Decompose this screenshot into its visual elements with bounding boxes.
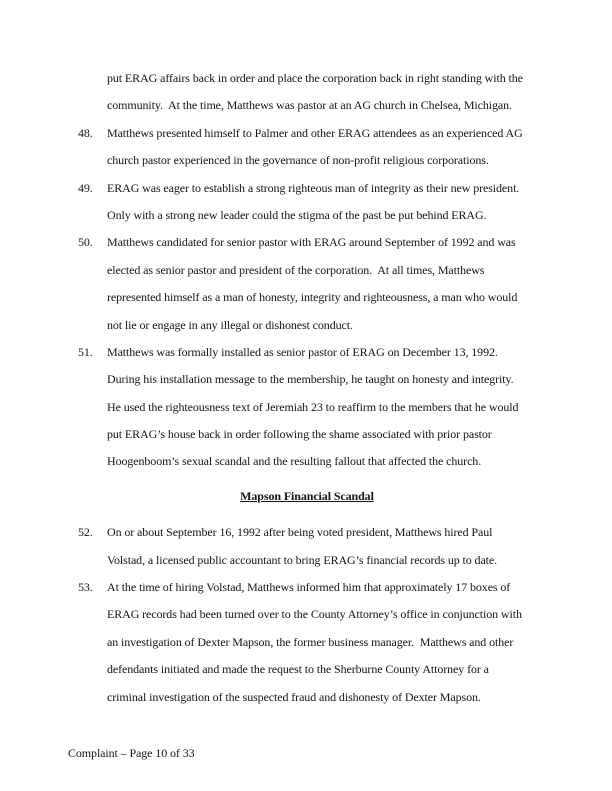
text-line: defendants initiated and made the request to the Sherburne County Attorney for a bbox=[107, 662, 489, 677]
page-footer: Complaint – Page 10 of 33 bbox=[68, 746, 195, 760]
text-line: During his installation message to the membership, he taught on honesty and integrity. bbox=[107, 372, 514, 387]
text-line bbox=[78, 519, 536, 546]
text-line-content: Matthews was formally installed as senior pastor of ERAG on December 13, 1992. bbox=[107, 344, 498, 359]
text-line: not lie or engage in any illegal or dishonest conduct. bbox=[107, 317, 353, 332]
text-line: Hoogenboom’s sexual scandal and the resulting fallout that affected the church. bbox=[107, 454, 482, 469]
text-line: put ERAG’s house back in order following the shame associated with prior pastor bbox=[107, 427, 492, 442]
text-line bbox=[78, 229, 536, 256]
text-line: elected as senior pastor and president of the corporation. At all times, Matthews bbox=[107, 262, 485, 277]
paragraph-48 bbox=[78, 120, 536, 175]
section-heading: Mapson Financial Scandal bbox=[240, 488, 374, 503]
text-line bbox=[78, 120, 536, 147]
text-line: put ERAG affairs back in order and place the corporation back in right standing with the bbox=[107, 71, 523, 85]
text-line bbox=[78, 339, 536, 366]
paragraph-number: 51. bbox=[78, 344, 93, 359]
paragraph-number: 49. bbox=[78, 180, 93, 195]
paragraph-number: 52. bbox=[78, 525, 93, 540]
paragraph-49 bbox=[78, 175, 536, 230]
text-line-content: On or about September 16, 1992 after being voted president, Matthews hired Paul bbox=[107, 525, 493, 540]
text-line: church pastor experienced in the governance of non-profit religious corporations. bbox=[107, 153, 489, 168]
paragraph-53 bbox=[78, 574, 536, 711]
text-line: represented himself as a man of honesty, integrity and righteousness, a man who would bbox=[107, 290, 518, 305]
body-text bbox=[78, 65, 536, 711]
paragraph-number: 48. bbox=[78, 125, 93, 140]
text-line: criminal investigation of the suspected fraud and dishonesty of Dexter Mapson. bbox=[107, 689, 481, 704]
text-line-content: Matthews candidated for senior pastor with ERAG around September of 1992 and was bbox=[107, 235, 516, 250]
paragraph-number: 50. bbox=[78, 235, 93, 250]
paragraph-number: 53. bbox=[78, 580, 93, 595]
paragraph-47-continuation bbox=[78, 65, 536, 120]
text-line-content: At the time of hiring Volstad, Matthews informed him that approximately 17 boxes of bbox=[107, 580, 511, 595]
text-line bbox=[78, 574, 536, 601]
text-line-content: Matthews presented himself to Palmer and other ERAG attendees as an experienced AG bbox=[107, 125, 523, 140]
text-line: Volstad, a licensed public accountant to bring ERAG’s financial records up to date. bbox=[107, 552, 498, 567]
paragraph-50 bbox=[78, 229, 536, 339]
text-line: community. At the time, Matthews was pastor at an AG church in Chelsea, Michigan. bbox=[107, 98, 512, 113]
text-line: Only with a strong new leader could the stigma of the past be put behind ERAG. bbox=[107, 207, 487, 222]
text-line bbox=[78, 175, 536, 202]
paragraph-52 bbox=[78, 519, 536, 574]
text-line: an investigation of Dexter Mapson, the former business manager. Matthews and other bbox=[107, 634, 514, 649]
paragraph-51 bbox=[78, 339, 536, 476]
text-line: ERAG records had been turned over to the County Attorney’s office in conjunction with bbox=[107, 607, 522, 622]
text-line: He used the righteousness text of Jeremiah 23 to reaffirm to the members that he would bbox=[107, 399, 519, 414]
text-line-content: ERAG was eager to establish a strong righteous man of integrity as their new president. bbox=[107, 180, 520, 195]
